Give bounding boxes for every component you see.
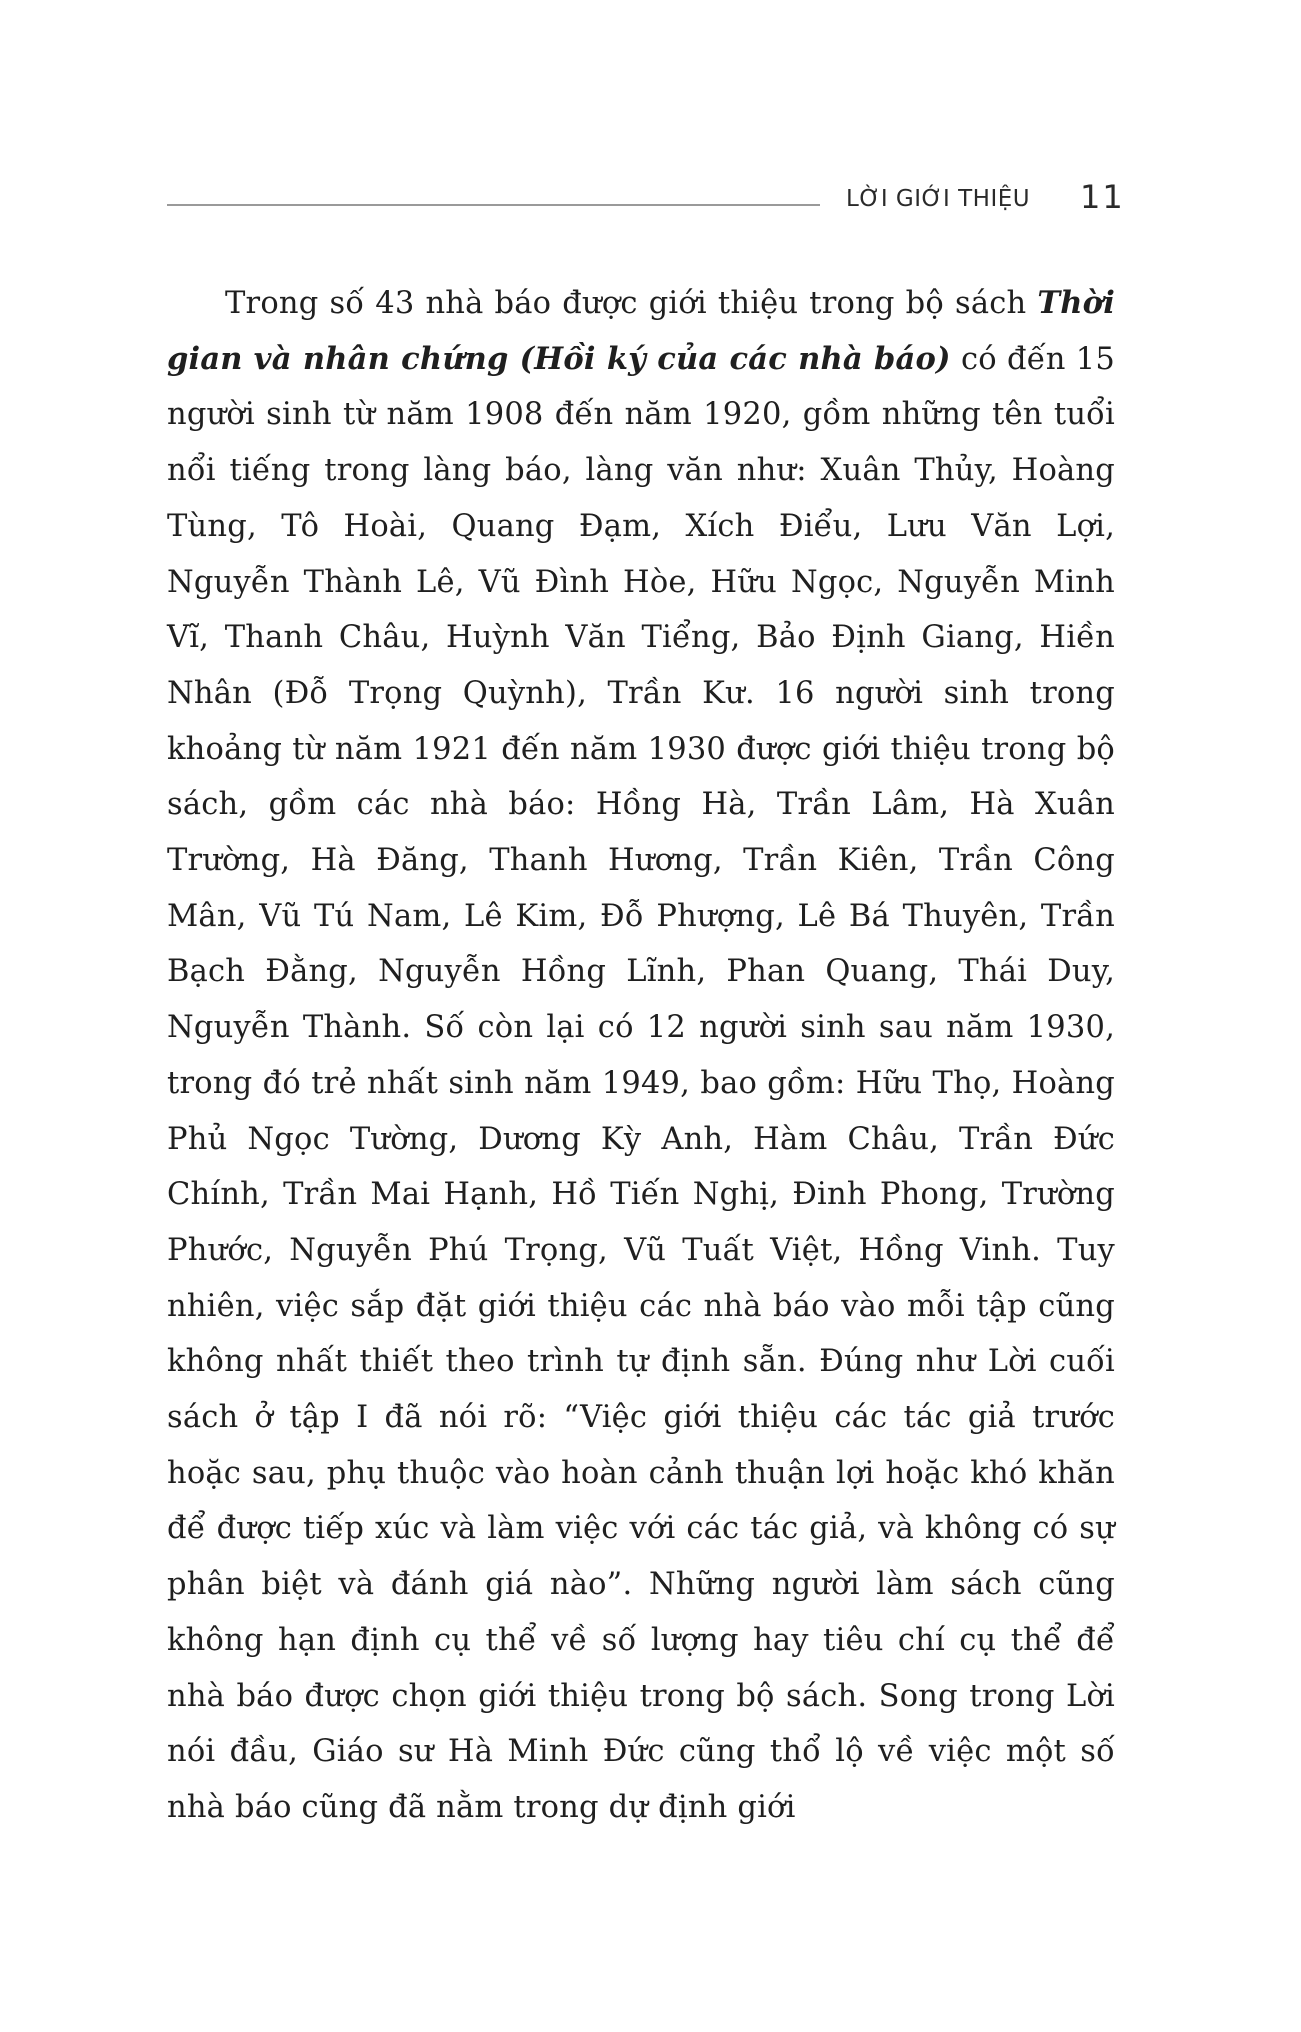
chapter-title: LỜI GIỚI THIỆU [846,186,1031,212]
header-rule [167,204,820,206]
paragraph-rest: có đến 15 người sinh từ năm 1908 đến năm 1920, gồm những tên tuổi nổi tiếng trong làng báo, làng văn như: Xuân Thủy, Hoàng Tùng, Tô Hoài, Quang Đạm, Xích Điểu, Lưu Văn Lợi, Nguyễn Thành Lê, Vũ Đình Hòe, Hữu Ngọc, Nguyễn Minh Vĩ, Thanh Châu, Huỳnh Văn Tiểng, Bảo Định Giang, Hiền Nhân (Đỗ Trọng Quỳnh), Trần Kư. 16 người sinh trong khoảng từ năm 1921 đến năm 1930 được giới thiệu trong bộ sách, gồm các nhà báo: Hồng Hà, Trần Lâm, Hà Xuân Trường, Hà Đăng, Thanh Hương, Trần Kiên, Trần Công Mân, Vũ Tú Nam, Lê Kim, Đỗ Phượng, Lê Bá Thuyên, Trần Bạch Đằng, Nguyễn Hồng Lĩnh, Phan Quang, Thái Duy, Nguyễn Thành. Số còn lại có 12 người sinh sau năm 1930, trong đó trẻ nhất sinh năm 1949, bao gồm: Hữu Thọ, Hoàng Phủ Ngọc Tường, Dương Kỳ Anh, Hàm Châu, Trần Đức Chính, Trần Mai Hạnh, Hồ Tiến Nghị, Đinh Phong, Trường Phước, Nguyễn Phú Trọng, Vũ Tuất Việt, Hồng Vinh. Tuy nhiên, việc sắp đặt giới thiệu các nhà báo vào mỗi tập cũng không nhất thiết theo trình tự định sẵn. Đúng như Lời cuối sách ở tập I đã nói rõ: “Việc giới thiệu các tác giả trước hoặc sau, phụ thuộc vào hoàn cảnh thuận lợi hoặc khó khăn để được tiếp xúc và làm việc với các tác giả, và không có sự phân biệt và đánh giá nào”. Những người làm sách cũng không hạn định cụ thể về số lượng hay tiêu chí cụ thể để nhà báo được chọn giới thiệu trong bộ sách. Song trong Lời nói đầu, Giáo sư Hà Minh Đức cũng thổ lộ về việc một số nhà báo cũng đã nằm trong dự định giới [167,341,1115,1825]
body-paragraph [167,276,1115,1836]
paragraph-intro: Trong số 43 nhà báo được giới thiệu trong bộ sách [225,286,1038,321]
page-number: 11 [1080,178,1125,216]
book-title: Thời gian và nhân chứng (Hồi ký của các nhà báo) [167,285,1115,377]
running-header [0,0,1301,240]
